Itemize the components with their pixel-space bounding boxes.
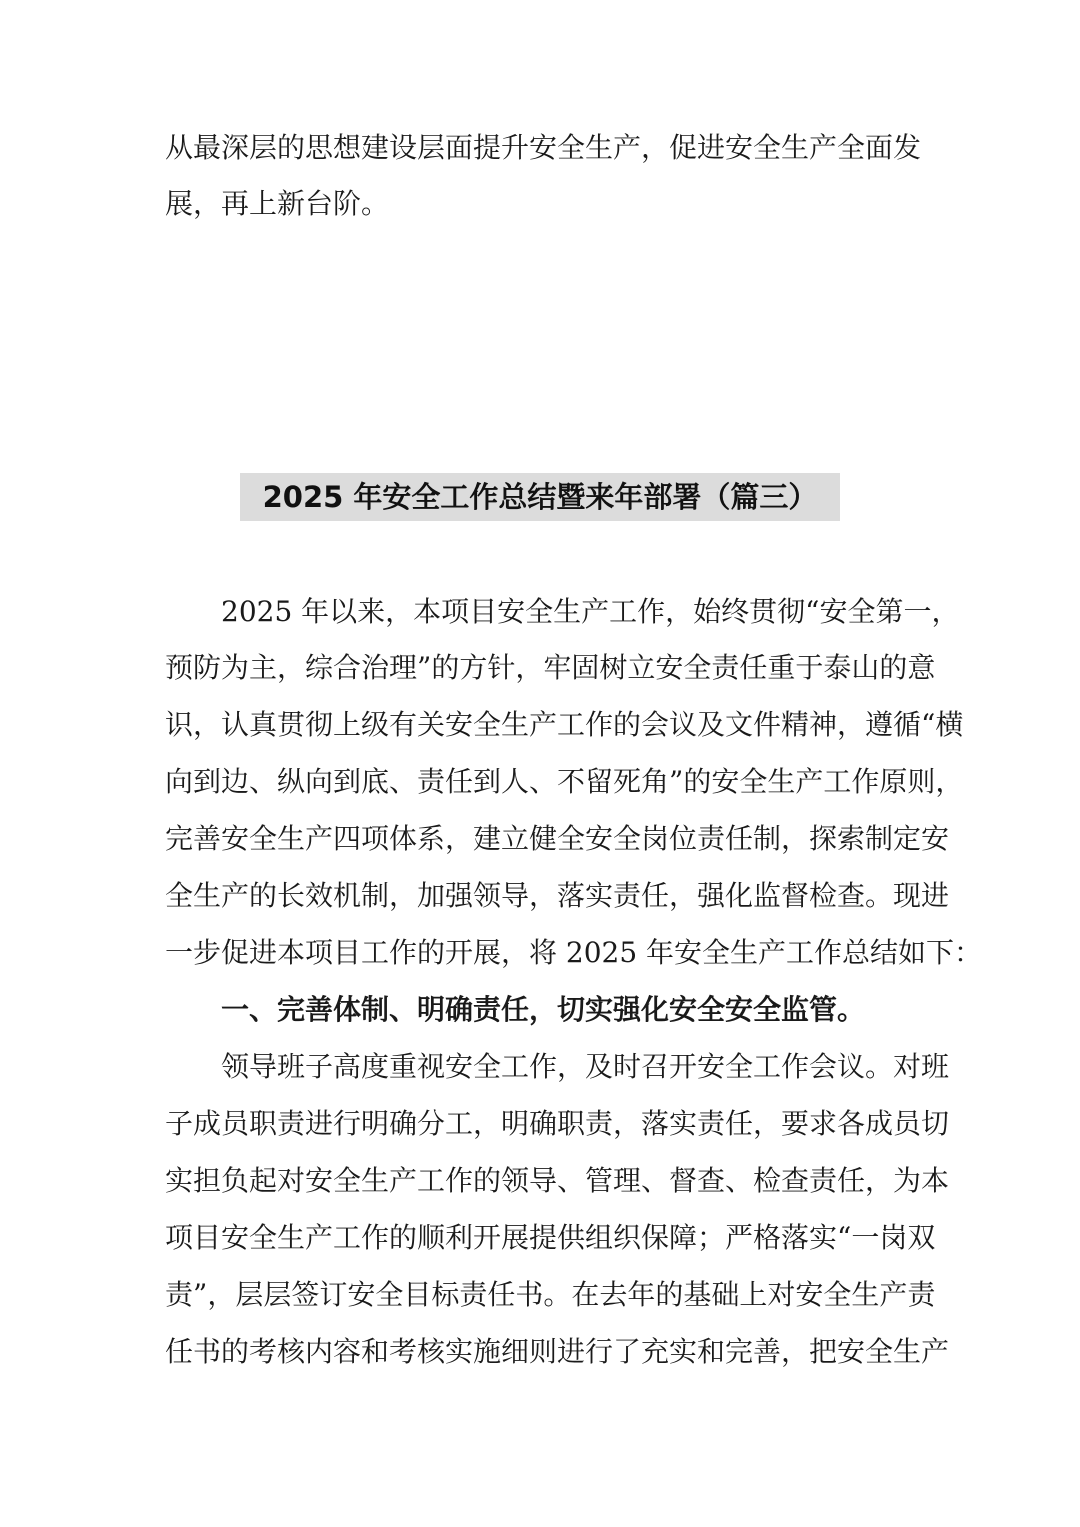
paragraph-2-line-3: 实担负起对安全生产工作的领导、管理、督查、检查责任，为本 bbox=[165, 1164, 950, 1197]
paragraph-1-line-6: 全生产的长效机制，加强领导，落实责任，强化监督检查。现进 bbox=[165, 879, 950, 912]
intro-line-1: 从最深层的思想建设层面提升安全生产，促进安全生产全面发 bbox=[165, 131, 922, 164]
paragraph-2-line-6: 任书的考核内容和考核实施细则进行了充实和完善，把安全生产 bbox=[165, 1335, 950, 1368]
paragraph-1-line-7: 一步促进本项目工作的开展，将 2025 年安全生产工作总结如下： bbox=[165, 936, 983, 969]
section-title-highlight bbox=[240, 473, 840, 521]
paragraph-1-line-2: 预防为主，综合治理”的方针，牢固树立安全责任重于泰山的意 bbox=[165, 651, 936, 684]
section-title: 2025 年安全工作总结暨来年部署（篇三） bbox=[262, 480, 818, 514]
paragraph-2-line-1: 领导班子高度重视安全工作，及时召开安全工作会议。对班 bbox=[165, 1050, 950, 1083]
paragraph-2-line-2: 子成员职责进行明确分工，明确职责，落实责任，要求各成员切 bbox=[165, 1107, 950, 1140]
paragraph-2-line-5: 责”，层层签订安全目标责任书。在去年的基础上对安全生产责 bbox=[165, 1278, 936, 1311]
paragraph-1-line-5: 完善安全生产四项体系，建立健全安全岗位责任制，探索制定安 bbox=[165, 822, 950, 855]
paragraph-1-line-1: 2025 年以来，本项目安全生产工作，始终贯彻“安全第一， bbox=[165, 595, 960, 628]
paragraph-2-line-4: 项目安全生产工作的顺利开展提供组织保障；严格落实“一岗双 bbox=[165, 1221, 936, 1254]
paragraph-1-line-3: 识，认真贯彻上级有关安全生产工作的会议及文件精神，遵循“横 bbox=[165, 708, 964, 741]
section-heading-1: 一、完善体制、明确责任，切实强化安全安全监管。 bbox=[165, 993, 866, 1026]
paragraph-1-line-4: 向到边、纵向到底、责任到人、不留死角”的安全生产工作原则， bbox=[165, 765, 964, 798]
intro-line-2: 展，再上新台阶。 bbox=[165, 187, 390, 220]
